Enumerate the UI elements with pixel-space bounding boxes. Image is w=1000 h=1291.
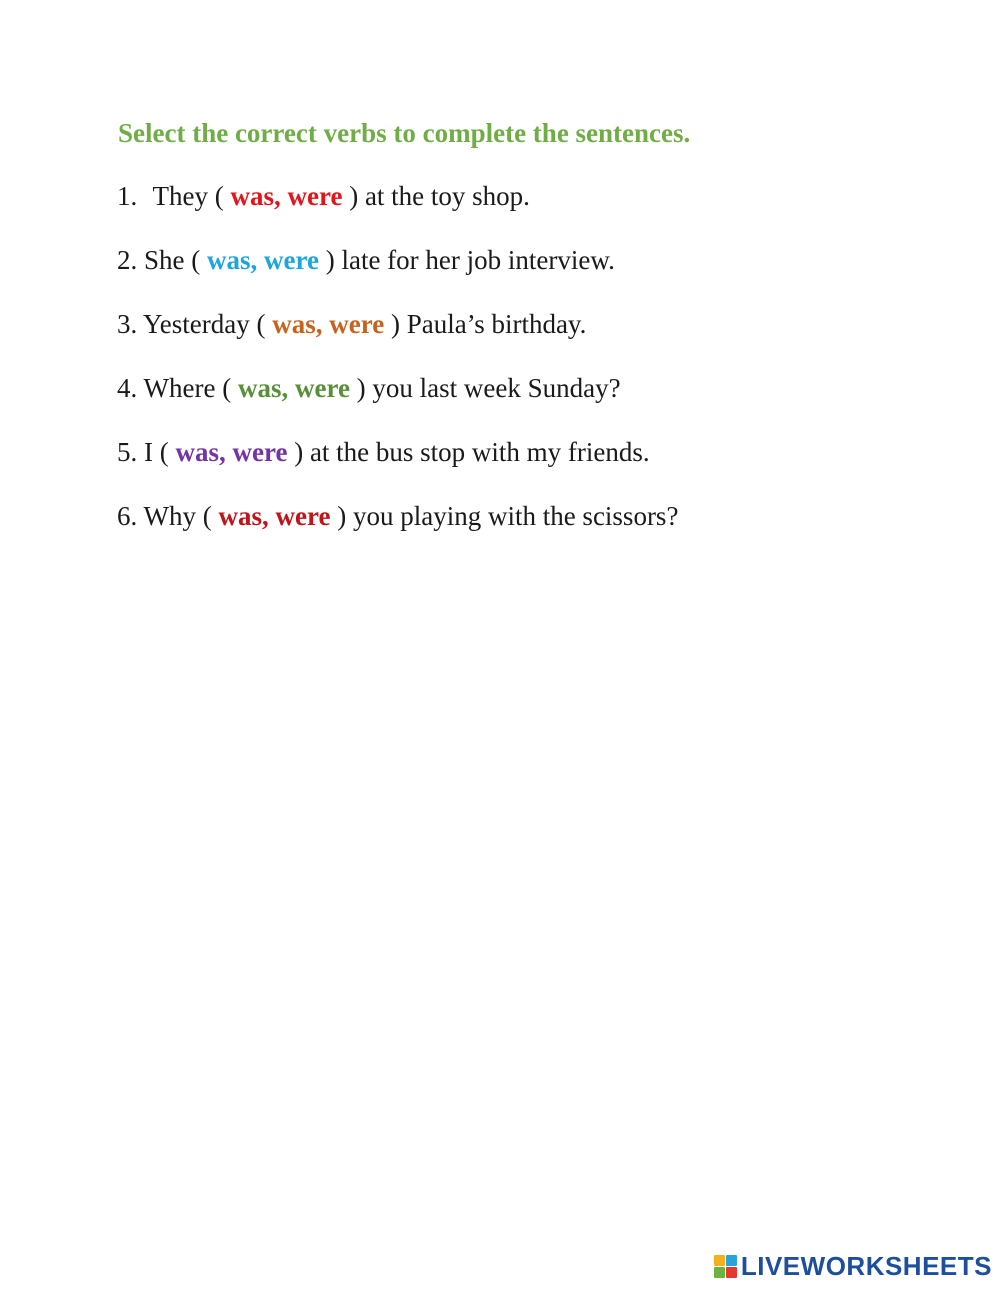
sentence-number: 1. [117, 181, 138, 211]
sentence-after: ) you last week Sunday? [356, 373, 621, 403]
sentence-number: 2. [117, 245, 138, 275]
verb-choice-6[interactable]: was, were [218, 501, 331, 531]
sentence-before: Why ( [143, 501, 212, 531]
liveworksheets-logo [714, 1253, 992, 1279]
sentence-number: 5. [117, 437, 138, 467]
sentence-number: 6. [117, 501, 138, 531]
sentence-5 [117, 437, 650, 468]
sentence-number: 3. [117, 309, 138, 339]
verb-choice-3[interactable]: was, were [272, 309, 385, 339]
verb-choice-4[interactable]: was, were [237, 373, 350, 403]
sentence-before: She ( [144, 245, 201, 275]
liveworksheets-logo-icon [714, 1255, 737, 1278]
sentence-after: ) late for her job interview. [325, 245, 615, 275]
verb-choice-1[interactable]: was, were [230, 181, 343, 211]
sentence-after: ) you playing with the scissors? [337, 501, 679, 531]
sentence-after: ) at the bus stop with my friends. [294, 437, 650, 467]
sentence-before: I ( [144, 437, 169, 467]
sentence-after: ) Paula’s birthday. [390, 309, 587, 339]
sentence-before: They ( [152, 181, 224, 211]
sentence-1 [117, 181, 530, 212]
sentence-before: Yesterday ( [143, 309, 266, 339]
sentence-before: Where ( [143, 373, 232, 403]
instruction-heading: Select the correct verbs to complete the sentences. [118, 118, 691, 148]
sentence-after: ) at the toy shop. [349, 181, 530, 211]
verb-choice-5[interactable]: was, were [175, 437, 288, 467]
sentence-2 [117, 245, 615, 276]
sentence-3 [117, 309, 586, 340]
sentence-number: 4. [117, 373, 138, 403]
sentence-6 [117, 501, 678, 532]
sentence-4 [117, 373, 621, 404]
verb-choice-2[interactable]: was, were [207, 245, 319, 275]
logo-wordmark: LIVEWORKSHEETS [740, 1251, 992, 1281]
